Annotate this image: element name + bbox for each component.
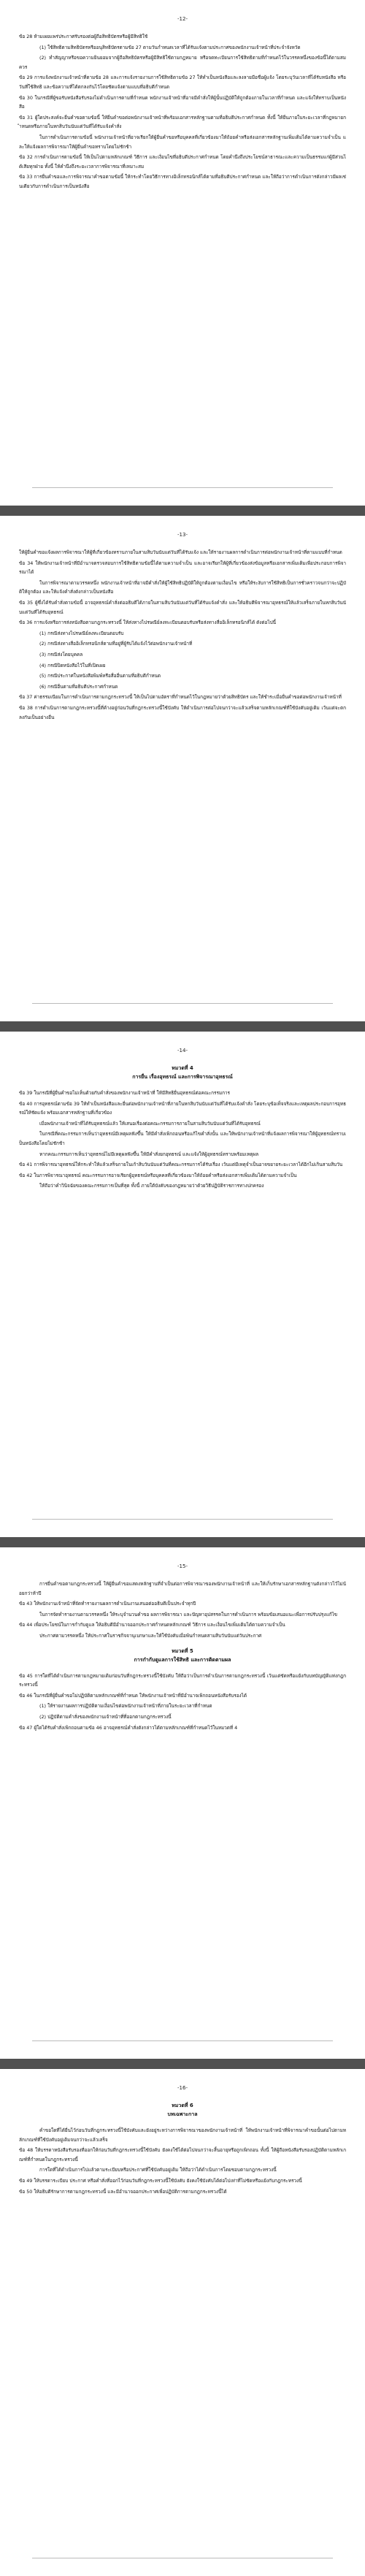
paragraph: หากคณะกรรมการเห็นว่าอุทธรณ์ไม่มีเหตุผลฟังขึ้น ให้มีคำสั่งยกอุทธรณ์ และแจ้งให้ผู้อุทธรณ์ทราบพร้อมเหตุผล [39, 1151, 259, 1157]
paragraph: ในการจัดทำรายงานตามวรรคหนึ่ง ให้ระบุจำนวนคำขอ ผลการพิจารณา และปัญหาอุปสรรคในการดำเนินการ พร้อมข้อเสนอแนะเพื่อการปรับปรุงแก้ไข [39, 1611, 338, 1617]
section-heading [19, 1647, 346, 1664]
paragraph: ข้อ 43 ให้พนักงานเจ้าหน้าที่จัดทำรายงานผลการดำเนินงานเสนอต่ออธิบดีเป็นประจำทุกปี [19, 1601, 196, 1607]
page-number: -12- [177, 16, 188, 22]
paragraph: (2) ทำสัญญาหรือขอความยินยอมจากผู้ถือสิทธิบัตรหรือผู้มีสิทธิใช้ตามกฎหมาย หรือจดทะเบียนการใช้สิทธิตามที่กำหนดไว้ในวรรคหนึ่งของข้อนี้ได้ตามสมควร [19, 55, 346, 70]
paragraph: ประกาศตามวรรคหนึ่ง ให้ประกาศในราชกิจจานุเบกษาและให้ใช้บังคับเมื่อพ้นกำหนดสามสิบวันนับแต่วันประกาศ [39, 1632, 262, 1639]
section-title: การกำกับดูแลการใช้สิทธิ และการติดตามผล [134, 1656, 231, 1663]
list-item: (1) ให้รายงานผลการปฏิบัติตามเงื่อนไขต่อพนักงานเจ้าหน้าที่ภายในระยะเวลาที่กำหนด [39, 1703, 212, 1710]
document-page-2 [0, 516, 365, 1021]
paragraph: ข้อ 48 ให้บรรดาหนังสือรับรองที่ออกให้ก่อนวันที่กฎกระทรวงนี้ใช้บังคับ ยังคงใช้ได้ต่อไปจนกว่าจะสิ้นอายุหรือถูกเพิกถอน ทั้งนี้ ให้ผู้ถือหนังสือรับรองปฏิบัติตามหลักเกณฑ์ที่กำหนดในกฎกระทรวงนี้ [19, 2147, 346, 2162]
paragraph: ข้อ 33 การยื่นคำขอและการพิจารณาคำขอตามข้อนี้ ให้กระทำโดยวิธีการทางอิเล็กทรอนิกส์ได้ตามที่อธิบดีประกาศกำหนด และให้ถือว่าการดำเนินการดังกล่าวมีผลเช่นเดียวกับการดำเนินการเป็นหนังสือ [19, 174, 346, 189]
document-page-5 [0, 2069, 365, 2576]
list-item: (1) กรณีส่งทางไปรษณีย์ลงทะเบียนตอบรับ [39, 630, 124, 636]
paragraph: ข้อ 30 ในกรณีที่ผู้ขอรับหนังสือรับรองไม่ดำเนินการตามที่กำหนด พนักงานเจ้าหน้าที่อาจมีคำสั่งให้ผู้นั้นปฏิบัติให้ถูกต้องภายในเวลาที่กำหนด และแจ้งให้ทราบเป็นหนังสือ [19, 94, 346, 110]
page-number: -14- [177, 1048, 188, 1053]
paragraph: ข้อ 28 ห้ามเผยแพร่ประกาศรับรองต่อผู้ถือสิทธิบัตรหรือผู้มีสิทธิใช้ [19, 34, 148, 39]
page-body [19, 548, 346, 722]
paragraph: ข้อ 37 ค่าธรรมเนียมในการดำเนินการตามกฎกระทรวงนี้ ให้เป็นไปตามอัตราที่กำหนดไว้ในกฎหมายว่าด้วยสิทธิบัตร และให้ชำระเมื่อยื่นคำขอต่อพนักงานเจ้าหน้าที่ [19, 694, 342, 701]
section-number: หมวดที่ 4 [172, 1065, 193, 1071]
paragraph: ให้ผู้ยื่นคำขอแจ้งผลการพิจารณาให้ผู้ที่เกี่ยวข้องทราบภายในสามสิบวันนับแต่วันที่ได้รับแจ้ง และให้รายงานผลการดำเนินการต่อพนักงานเจ้าหน้าที่ตามแบบที่กำหนด [19, 549, 342, 555]
document-page-1 [0, 0, 365, 506]
list-item: (2) ปฏิบัติตามคำสั่งของพนักงานเจ้าหน้าที่ที่ออกตามกฎกระทรวงนี้ [39, 1713, 172, 1720]
paragraph: (1) ใช้สิทธิตามสิทธิบัตรหรืออนุสิทธิบัตรตามข้อ 27 ตามวันกำหนดเวลาที่ได้รับแจ้งตามประกาศของพนักงานเจ้าหน้าที่ประจำจังหวัด [39, 44, 301, 50]
paragraph: การใดที่ได้ดำเนินการไปแล้วตามระเบียบหรือประกาศที่ใช้บังคับอยู่เดิม ให้ถือว่าได้ดำเนินการโดยชอบตามกฎกระทรวงนี้ [39, 2167, 277, 2173]
paragraph: ข้อ 29 การแจ้งพนักงานเจ้าหน้าที่ตามข้อ 28 และการแจ้งรายงานการใช้สิทธิตามข้อ 27 ให้ทำเป็นหนังสือและลงลายมือชื่อผู้แจ้ง โดยระบุวันเวลาที่ได้รับหนังสือ หรือวันที่ใช้สิทธิ และข้อความที่ได้ตกลงกันไว้โดยชัดแจ้งตามแบบที่อธิบดีกำหนด [19, 75, 346, 90]
paragraph: ข้อ 36 การแจ้งหรือการส่งหนังสือตามกฎกระทรวงนี้ ให้ส่งทางไปรษณีย์ลงทะเบียนตอบรับหรือส่งทางสื่ออิเล็กทรอนิกส์ได้ ดังต่อไปนี้ [19, 620, 277, 626]
page-body [19, 32, 346, 191]
page-body-top [19, 1579, 346, 1641]
list-item: (2) กรณีส่งทางสื่ออิเล็กทรอนิกส์ตามที่อยู่ที่ผู้รับได้แจ้งไว้ต่อพนักงานเจ้าหน้าที่ [39, 641, 193, 647]
page-number: -16- [177, 2085, 188, 2091]
paragraph: ในการดำเนินการตามข้อนี้ พนักงานเจ้าหน้าที่อาจเรียกให้ผู้ยื่นคำขอหรือบุคคลที่เกี่ยวข้องมาให้ถ้อยคำหรือส่งเอกสารหลักฐานเพิ่มเติมได้ตามความจำเป็น และให้แจ้งผลการพิจารณาให้ผู้ยื่นคำขอทราบโดยไม่ชักช้า [19, 134, 346, 150]
paragraph: ข้อ 31 ผู้ใดประสงค์จะยื่นคำขอตามข้อนี้ ให้ยื่นคำขอต่อพนักงานเจ้าหน้าที่พร้อมเอกสารหลักฐานตามที่อธิบดีประกาศกำหนด ทั้งนี้ ให้ยื่นภายในระยะเวลาที่กฎหมายกำหนดหรือภายในหกสิบวันนับแต่วันที่ได้รับแจ้งคำสั่ง [19, 114, 346, 130]
paragraph: ข้อ 45 การใดที่ได้ดำเนินการตามกฎหมายเดิมก่อนวันที่กฎกระทรวงนี้ใช้บังคับ ให้ถือว่าเป็นการดำเนินการตามกฎกระทรวงนี้ เว้นแต่ขัดหรือแย้งกับบทบัญญัติแห่งกฎกระทรวงนี้ [19, 1672, 346, 1688]
list-item: (4) กรณีปิดหนังสือไว้ในที่เปิดเผย [39, 662, 106, 668]
paragraph: ข้อ 35 ผู้ซึ่งได้รับคำสั่งตามข้อนี้ อาจอุทธรณ์คำสั่งต่ออธิบดีได้ภายในสามสิบวันนับแต่วันที่ได้รับแจ้งคำสั่ง และให้อธิบดีพิจารณาอุทธรณ์ให้แล้วเสร็จภายในหกสิบวันนับแต่วันที่ได้รับอุทธรณ์ [19, 599, 346, 615]
list-item: (3) กรณีส่งโดยบุคคล [39, 651, 83, 658]
page-body [19, 2126, 346, 2196]
page-body [19, 1672, 346, 1733]
paragraph: ข้อ 47 ผู้ใดได้รับคำสั่งเพิกถอนตามข้อ 46 อาจอุทธรณ์คำสั่งดังกล่าวได้ตามหลักเกณฑ์ที่กำหนดไว้ในหมวดที่ 4 [19, 1724, 238, 1731]
page-number: -15- [177, 1563, 188, 1569]
paragraph: ข้อ 32 การดำเนินการตามข้อนี้ ให้เป็นไปตามหลักเกณฑ์ วิธีการ และเงื่อนไขที่อธิบดีประกาศกำหนด โดยคำนึงถึงประโยชน์สาธารณะและความเป็นธรรมแก่ผู้มีส่วนได้เสียทุกฝ่าย ทั้งนี้ ให้คำนึงถึงระยะเวลาการพิจารณาที่เหมาะสม [19, 154, 346, 169]
paragraph: คำขอใดที่ได้ยื่นไว้ก่อนวันที่กฎกระทรวงนี้ใช้บังคับและยังอยู่ระหว่างการพิจารณาของพนักงานเจ้าหน้าที่ ให้พนักงานเจ้าหน้าที่พิจารณาคำขอนั้นต่อไปตามหลักเกณฑ์ที่ใช้บังคับอยู่เดิมจนกว่าจะแล้วเสร็จ [19, 2127, 346, 2143]
list-item: (6) กรณีอื่นตามที่อธิบดีประกาศกำหนด [39, 683, 118, 690]
section-title: บทเฉพาะกาล [167, 2111, 198, 2117]
paragraph: ข้อ 46 ในกรณีที่ผู้ยื่นคำขอไม่ปฏิบัติตามหลักเกณฑ์ที่กำหนด ให้พนักงานเจ้าหน้าที่มีอำนาจเพิกถอนหนังสือรับรองได้ [19, 1692, 247, 1699]
footer-divider [32, 1003, 333, 1004]
section-heading [19, 2101, 346, 2119]
paragraph: ข้อ 44 เพื่อประโยชน์ในการกำกับดูแล ให้อธิบดีมีอำนาจออกประกาศกำหนดหลักเกณฑ์ วิธีการ และเงื่อนไขเพิ่มเติมได้ตามความจำเป็น [19, 1622, 285, 1628]
page-number: -13- [177, 532, 188, 538]
paragraph: เมื่อพนักงานเจ้าหน้าที่ได้รับอุทธรณ์แล้ว ให้เสนอเรื่องต่อคณะกรรมการภายในสามสิบวันนับแต่วันที่ได้รับอุทธรณ์ [39, 1120, 261, 1127]
footer-divider [32, 2040, 333, 2041]
paragraph: ในกรณีที่คณะกรรมการเห็นว่าอุทธรณ์มีเหตุผลฟังขึ้น ให้มีคำสั่งเพิกถอนหรือแก้ไขคำสั่งนั้น และให้พนักงานเจ้าหน้าที่แจ้งผลการพิจารณาให้ผู้อุทธรณ์ทราบเป็นหนังสือโดยไม่ชักช้า [19, 1131, 346, 1146]
page-body [19, 1089, 346, 1191]
paragraph: ข้อ 42 ในการพิจารณาอุทธรณ์ คณะกรรมการอาจเรียกผู้อุทธรณ์หรือบุคคลที่เกี่ยวข้องมาให้ถ้อยคำหรือส่งเอกสารเพิ่มเติมได้ตามความจำเป็น [19, 1172, 297, 1178]
paragraph: ให้ถือว่าคำวินิจฉัยของคณะกรรมการเป็นที่สุด ทั้งนี้ ภายใต้บังคับของกฎหมายว่าด้วยวิธีปฏิบัติราชการทางปกครอง [39, 1183, 264, 1189]
footer-divider [32, 1519, 333, 1520]
paragraph: ข้อ 49 ให้บรรดาระเบียบ ประกาศ หรือคำสั่งที่ออกไว้ก่อนวันที่กฎกระทรวงนี้ใช้บังคับ ยังคงใช้บังคับได้ต่อไปเท่าที่ไม่ขัดหรือแย้งกับกฎกระทรวงนี้ [19, 2177, 302, 2184]
paragraph: การยื่นคำขอตามกฎกระทรวงนี้ ให้ผู้ยื่นคำขอแสดงหลักฐานที่จำเป็นต่อการพิจารณาของพนักงานเจ้าหน้าที่ และให้เก็บรักษาเอกสารหลักฐานดังกล่าวไว้ไม่น้อยกว่าห้าปี [19, 1581, 346, 1596]
list-item: (5) กรณีประกาศในหนังสือพิมพ์หรือสื่ออื่นตามที่อธิบดีกำหนด [39, 673, 161, 679]
section-heading [19, 1064, 346, 1081]
paragraph: ข้อ 41 การพิจารณาอุทธรณ์ให้กระทำให้แล้วเสร็จภายในเก้าสิบวันนับแต่วันที่คณะกรรมการได้รับเรื่อง เว้นแต่มีเหตุจำเป็นอาจขยายระยะเวลาได้อีกไม่เกินสามสิบวัน [19, 1162, 343, 1168]
paragraph: ข้อ 39 ในกรณีที่ผู้ยื่นคำขอไม่เห็นด้วยกับคำสั่งของพนักงานเจ้าหน้าที่ ให้มีสิทธิยื่นอุทธรณ์ต่อคณะกรรมการ [19, 1090, 230, 1096]
document-page-3 [0, 1032, 365, 1537]
paragraph: ข้อ 34 ให้พนักงานเจ้าหน้าที่มีอำนาจตรวจสอบการใช้สิทธิตามข้อนี้ได้ตามความจำเป็น และอาจเรียกให้ผู้ที่เกี่ยวข้องส่งข้อมูลหรือเอกสารเพิ่มเติมเพื่อประกอบการพิจารณาได้ [19, 560, 346, 576]
footer-divider [32, 487, 333, 488]
paragraph: ในการพิจารณาตามวรรคหนึ่ง พนักงานเจ้าหน้าที่อาจมีคำสั่งให้ผู้ใช้สิทธิปฏิบัติให้ถูกต้องตามเงื่อนไข หรือให้ระงับการใช้สิทธิเป็นการชั่วคราวจนกว่าจะปฏิบัติให้ถูกต้อง และให้แจ้งคำสั่งดังกล่าวเป็นหนังสือ [19, 579, 346, 595]
section-number: หมวดที่ 6 [172, 2103, 193, 2108]
section-number: หมวดที่ 5 [172, 1647, 193, 1654]
paragraph: ข้อ 40 การอุทธรณ์ตามข้อ 39 ให้ทำเป็นหนังสือและยื่นต่อพนักงานเจ้าหน้าที่ภายในหกสิบวันนับแต่วันที่ได้รับแจ้งคำสั่ง โดยระบุข้อเท็จจริงและเหตุผลประกอบการอุทธรณ์ให้ชัดแจ้ง พร้อมเอกสารหลักฐานที่เกี่ยวข้อง [19, 1100, 346, 1116]
paragraph: ข้อ 38 การดำเนินการตามกฎกระทรวงนี้ที่ค้างอยู่ก่อนวันที่กฎกระทรวงนี้ใช้บังคับ ให้ดำเนินการต่อไปจนกว่าจะแล้วเสร็จตามหลักเกณฑ์ที่ใช้บังคับอยู่เดิม เว้นแต่จะตกลงกันเป็นอย่างอื่น [19, 704, 346, 720]
section-title: การยื่น เรื่องอุทธรณ์ และการพิจารณาอุทธรณ์ [132, 1074, 233, 1080]
document-page-4 [0, 1547, 365, 2059]
paragraph: ข้อ 50 ให้อธิบดีรักษาการตามกฎกระทรวงนี้ และมีอำนาจออกประกาศเพื่อปฏิบัติการตามกฎกระทรวงนี้ได้ [19, 2188, 227, 2195]
